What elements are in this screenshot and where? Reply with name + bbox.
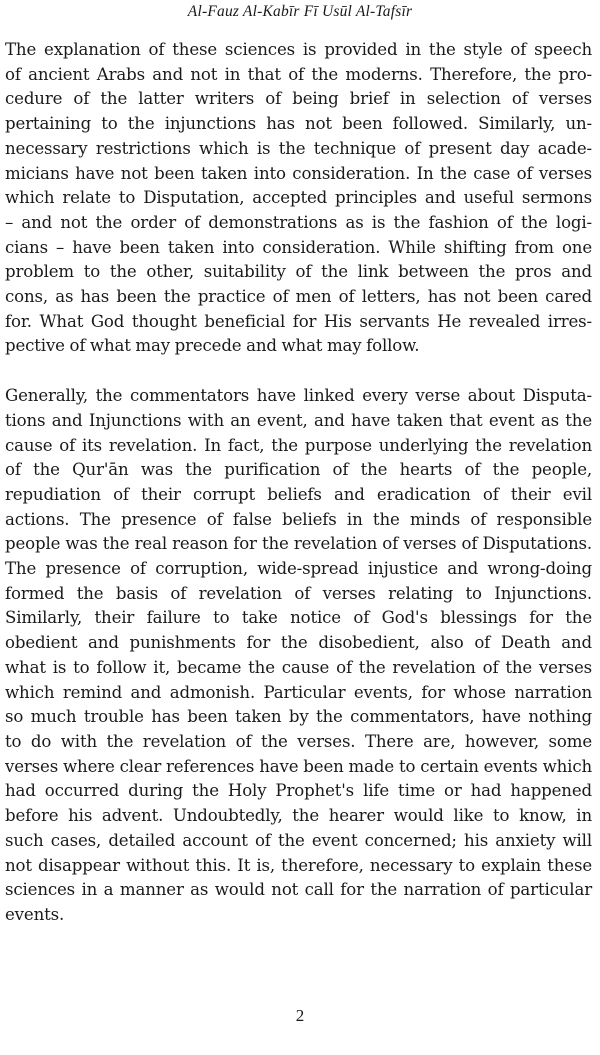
text-line: formed the basis of revelation of verses relating to Injunctions. [5, 583, 592, 603]
text-line: actions. The presence of false beliefs in the minds of responsible [5, 509, 592, 529]
text-line: The explanation of these sciences is provided in the style of speech [5, 40, 592, 59]
text-line: problem to the other, suitability of the link between the pros and [5, 262, 592, 282]
text-line: micians have not been taken into consideration. In the case of verses [5, 163, 592, 183]
text-line: which remind and admonish. Particular events, for whose narration [5, 682, 592, 702]
page-number: 2 [295, 1006, 305, 1025]
text-line: cedure of the latter writers of being brief in selection of verses [5, 89, 592, 109]
text-line: not disappear without this. It is, therefore, necessary to explain these [5, 855, 592, 875]
running-header: Al-Fauz Al-Kabīr Fī Usūl Al-Tafsīr [187, 3, 413, 20]
text-line: cians – have been taken into consideration. While shifting from one [5, 237, 592, 257]
text-line: such cases, detailed account of the event concerned; his anxiety will [5, 830, 592, 850]
text-line: of ancient Arabs and not in that of the moderns. Therefore, the pro- [5, 64, 592, 84]
text-line: of the Qur'ān was the purification of the hearts of the people, [5, 460, 592, 480]
text-line: sciences in a manner as would not call for the narration of particular [5, 880, 592, 900]
text-line: necessary restrictions which is the technique of present day acade- [5, 138, 592, 158]
body-text [5, 38, 592, 928]
paragraph-1 [5, 38, 592, 359]
text-line: events. [5, 904, 65, 924]
text-line: which relate to Disputation, accepted principles and useful sermons [5, 188, 592, 208]
paragraph-2 [5, 384, 592, 927]
text-line: for. What God thought beneficial for His servants He revealed irres- [5, 311, 592, 331]
text-line: cons, as has been the practice of men of letters, has not been cared [5, 287, 592, 307]
text-line: tions and Injunctions with an event, and have taken that event as the [5, 410, 592, 430]
text-line: pertaining to the injunctions has not been followed. Similarly, un- [5, 114, 592, 134]
text-line: to do with the revelation of the verses. There are, however, some [5, 731, 592, 751]
text-line: repudiation of their corrupt beliefs and eradication of their evil [5, 484, 592, 504]
text-line: had occurred during the Holy Prophet's life time or had happened [5, 781, 592, 801]
text-line: so much trouble has been taken by the commentators, have nothing [5, 707, 592, 727]
text-line: – and not the order of demonstrations as is the fashion of the logi- [5, 212, 592, 232]
text-line: Generally, the commentators have linked every verse about Disputa- [5, 386, 592, 406]
text-line: The presence of corruption, wide-spread injustice and wrong-doing [5, 559, 592, 579]
text-line: people was the real reason for the revelation of verses of Disputations. [5, 534, 592, 554]
text-line: before his advent. Undoubtedly, the hearer would like to know, in [5, 806, 592, 826]
text-line: what is to follow it, became the cause of the revelation of the verses [5, 657, 592, 677]
text-line: obedient and punishments for the disobedient, also of Death and [5, 633, 592, 653]
text-line: Similarly, their failure to take notice of God's blessings for the [5, 608, 592, 628]
text-line: verses where clear references have been made to certain events which [5, 756, 592, 776]
text-line: pective of what may precede and what may follow. [5, 336, 420, 356]
text-line: cause of its revelation. In fact, the purpose underlying the revelation [5, 435, 592, 455]
